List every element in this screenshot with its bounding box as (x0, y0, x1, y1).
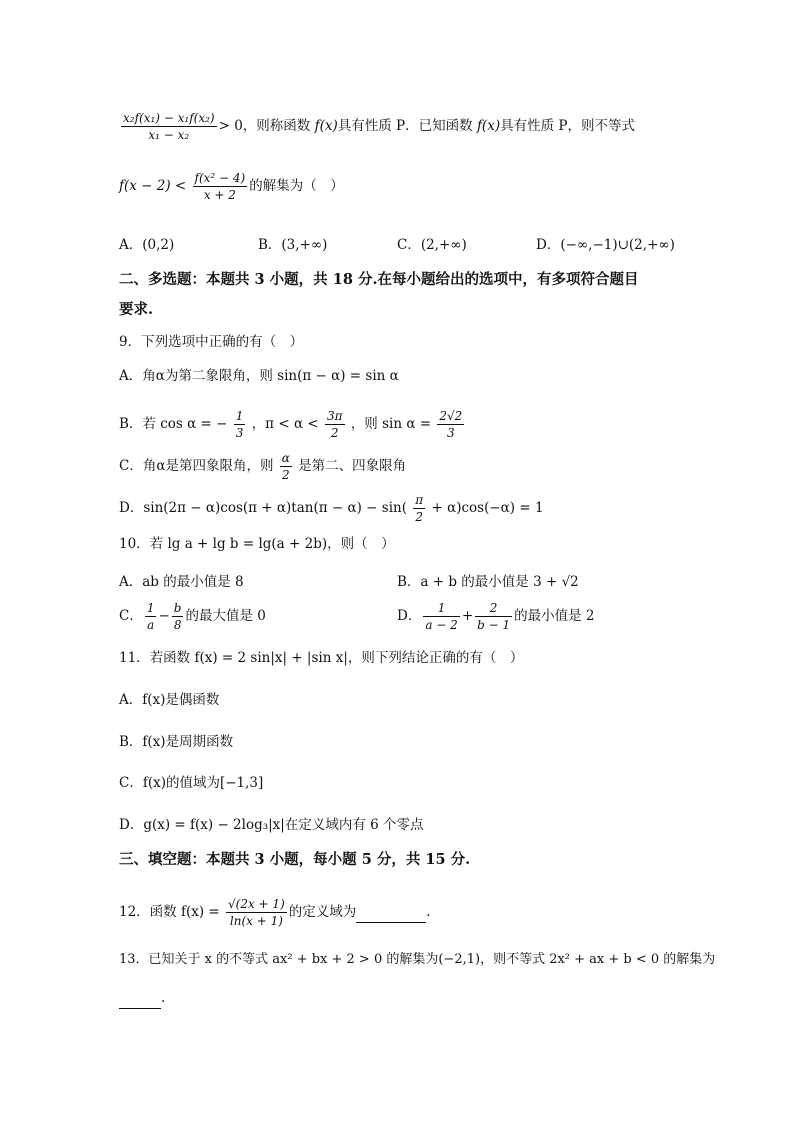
fraction-numerator: x₂f(x₁) − x₁f(x₂) (123, 111, 215, 125)
q10-option-a: A．ab 的最小值是 8 (119, 574, 244, 590)
q10-c-frac-2 (172, 600, 184, 633)
minus-sign: − (158, 608, 170, 624)
section-3-heading: 三、填空题：本题共 3 小题，每小题 5 分，共 15 分. (119, 851, 471, 868)
fraction-numerator: α (281, 451, 290, 465)
fraction-numerator: f(x² − 4) (194, 171, 246, 185)
q9-d-text: D．sin(2π − α)cos(π + α)tan(π − α) − sin( (119, 500, 407, 516)
fraction-denominator: 3 (447, 426, 455, 440)
fraction-numerator: π (415, 493, 424, 507)
period: . (161, 990, 166, 1006)
q9-d-frac (413, 492, 425, 525)
q9-stem: 9．下列选项中正确的有（ ） (119, 334, 304, 350)
q12-text: 的定义域为 (288, 904, 357, 920)
fraction-numerator: 2 (475, 600, 512, 617)
q11-option-d: D．g(x) = f(x) − 2log₃|x|在定义域内有 6 个零点 (119, 817, 424, 833)
q11-option-a: A．f(x)是偶函数 (119, 692, 220, 708)
fraction-denominator: x + 2 (203, 188, 236, 202)
property-definition-line (119, 110, 734, 143)
property-text: 具有性质 P．已知函数 (337, 118, 473, 134)
q8-option-d: D．(−∞,−1)∪(2,+∞) (536, 237, 675, 253)
answer-blank[interactable] (356, 902, 426, 923)
fraction-numerator: 1 (146, 601, 155, 615)
q12-line (119, 896, 734, 929)
q9-d-text: + α)cos(−α) = 1 (431, 500, 544, 516)
function-symbol: f(x) (314, 118, 338, 134)
fraction-numerator: b (173, 601, 182, 615)
q10-c-text: 的最大值是 0 (185, 608, 266, 624)
q9-b-frac-3 (437, 408, 464, 441)
inequality-fraction (193, 170, 248, 203)
plus-sign: + (461, 608, 474, 624)
q9-c-text: 是第二、四象限角 (298, 458, 407, 474)
fraction-denominator: a (147, 618, 155, 632)
fraction-denominator: ln(x + 1) (229, 914, 283, 928)
fraction-numerator: 2√2 (439, 409, 463, 423)
q10-option-b: B．a + b 的最小值是 3 + √2 (397, 574, 579, 590)
condition-text: > 0，则称函数 (218, 118, 311, 134)
q10-d-frac-2 (475, 600, 512, 633)
q9-c-frac (280, 450, 292, 483)
question-tail: 的解集为（ ） (249, 178, 344, 194)
section-2-heading-cont: 要求. (119, 301, 154, 318)
q9-option-b (119, 408, 734, 441)
q10-option-d (397, 600, 595, 633)
q13-blank-line (119, 988, 734, 1009)
q9-b-text: ，π < α < (251, 416, 319, 432)
q8-option-a: A．(0,2) (119, 237, 175, 253)
fraction-numerator: 3π (326, 409, 343, 423)
period: . (426, 904, 431, 920)
q9-option-a: A．角α为第二象限角，则 sin(π − α) = sin α (119, 368, 399, 384)
fraction-denominator: b − 1 (477, 618, 511, 632)
q10-d-text: 的最小值是 2 (514, 608, 595, 624)
q11-stem: 11．若函数 f(x) = 2 sin|x| + |sin x|，则下列结论正确的有（ ） (119, 650, 524, 666)
fraction-denominator: 3 (235, 426, 244, 440)
answer-blank[interactable] (119, 988, 161, 1009)
section-2-heading: 二、多选题：本题共 3 小题，共 18 分.在每小题给出的选项中，有多项符合题目 (119, 271, 639, 288)
q11-option-b: B．f(x)是周期函数 (119, 734, 234, 750)
q9-b-text: ，则 sin α = (350, 416, 432, 432)
inequality-lead-text: 具有性质 P，则不等式 (500, 118, 635, 134)
fraction-numerator: √(2x + 1) (228, 897, 285, 911)
fraction-denominator: 2 (415, 510, 424, 524)
q10-stem: 10．若 lg a + lg b = lg(a + 2b)，则（ ） (119, 536, 395, 552)
q9-b-text: B．若 cos α = − (119, 416, 228, 432)
fraction-numerator: 1 (235, 409, 244, 423)
q10-c-frac-1 (145, 600, 157, 633)
q12-frac (226, 896, 287, 929)
q10-option-c (119, 600, 266, 633)
property-fraction (121, 110, 217, 143)
q9-option-c (119, 450, 734, 483)
q9-b-frac-2 (325, 408, 345, 441)
inequality-left: f(x − 2) < (119, 178, 187, 194)
q9-b-frac-1 (234, 408, 246, 441)
q10-d-text: D． (397, 608, 422, 624)
q11-option-c: C．f(x)的值域为[−1,3] (119, 775, 264, 791)
q8-option-b: B．(3,+∞) (258, 237, 328, 253)
q10-d-frac-1 (423, 600, 459, 633)
fraction-denominator: 8 (173, 618, 182, 632)
fraction-denominator: 2 (281, 468, 290, 482)
q10-c-text: C． (119, 608, 143, 624)
fraction-denominator: 2 (330, 426, 339, 440)
q9-c-text: C．角α是第四象限角，则 (119, 458, 274, 474)
fraction-denominator: x₁ − x₂ (148, 128, 190, 142)
fraction-denominator: a − 2 (425, 618, 458, 632)
q13-line: 13．已知关于 x 的不等式 ax² + bx + 2 > 0 的解集为(−2,1)，则不等式 2x² + ax + b < 0 的解集为 (119, 952, 716, 967)
inequality-line (119, 170, 734, 203)
q9-option-d (119, 492, 734, 525)
q8-option-c: C．(2,+∞) (397, 237, 467, 253)
q12-text: 12．函数 f(x) = (119, 904, 220, 920)
function-symbol: f(x) (476, 118, 501, 134)
fraction-numerator: 1 (423, 600, 459, 617)
